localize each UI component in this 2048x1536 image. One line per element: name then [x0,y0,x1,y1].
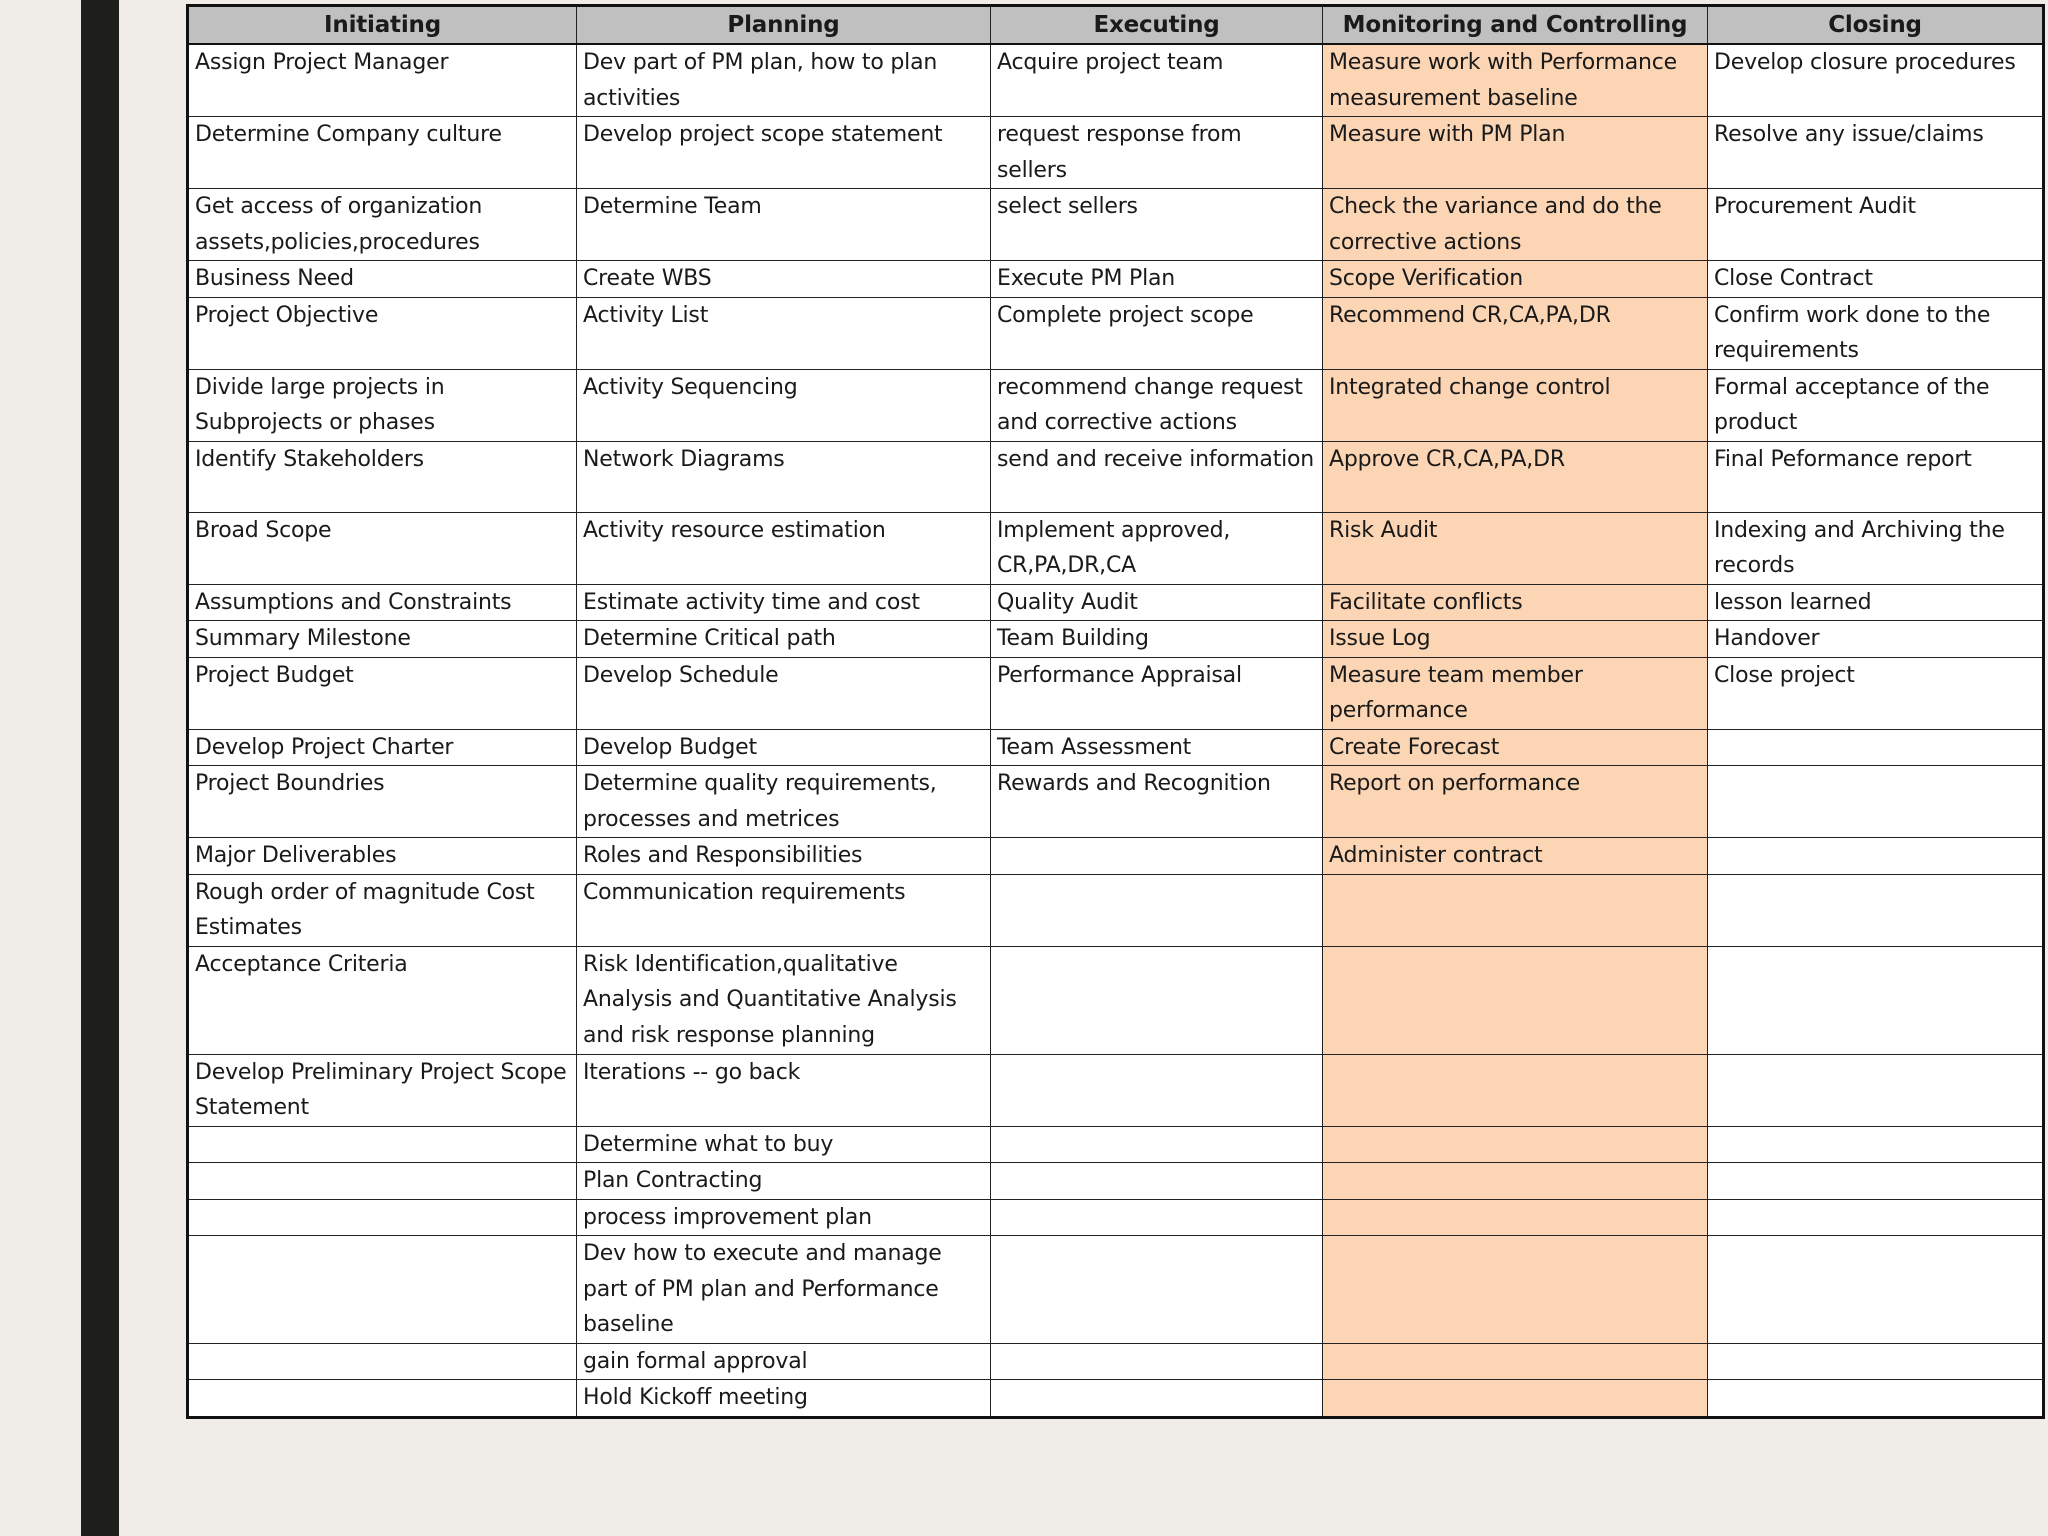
table-row [188,621,2044,658]
cell-planning: Plan Contracting [577,1163,991,1200]
cell-closing [1708,1236,2044,1344]
cell-planning: Communication requirements [577,874,991,946]
cell-initiating [188,1380,577,1418]
process-groups-table [186,4,2045,1419]
cell-executing: Acquire project team [991,44,1323,117]
cell-closing: Final Peformance report [1708,441,2044,512]
cell-closing [1708,1054,2044,1126]
cell-initiating [188,1163,577,1200]
cell-closing [1708,838,2044,875]
cell-executing [991,1126,1323,1163]
cell-planning: Activity resource estimation [577,512,991,584]
table-row [188,117,2044,189]
cell-executing [991,1199,1323,1236]
cell-monitoring-controlling [1323,946,1708,1054]
cell-closing: Confirm work done to the requirements [1708,297,2044,369]
cell-planning: Develop Budget [577,729,991,766]
cell-monitoring-controlling [1323,1199,1708,1236]
table-row [188,1163,2044,1200]
cell-initiating: Broad Scope [188,512,577,584]
cell-executing: Quality Audit [991,584,1323,621]
cell-closing [1708,1343,2044,1380]
cell-monitoring-controlling [1323,1163,1708,1200]
table-row [188,44,2044,117]
cell-executing [991,946,1323,1054]
cell-initiating: Rough order of magnitude Cost Estimates [188,874,577,946]
cell-monitoring-controlling [1323,1126,1708,1163]
cell-planning: Dev part of PM plan, how to plan activities [577,44,991,117]
cell-closing [1708,946,2044,1054]
header-monitoring-controlling: Monitoring and Controlling [1323,6,1708,45]
cell-monitoring-controlling: Check the variance and do the corrective actions [1323,189,1708,261]
cell-monitoring-controlling: Integrated change control [1323,369,1708,441]
cell-closing [1708,1126,2044,1163]
cell-monitoring-controlling: Administer contract [1323,838,1708,875]
cell-closing [1708,874,2044,946]
cell-initiating: Divide large projects in Subprojects or phases [188,369,577,441]
table-row [188,512,2044,584]
cell-planning: Determine what to buy [577,1126,991,1163]
cell-planning: Hold Kickoff meeting [577,1380,991,1418]
cell-monitoring-controlling: Risk Audit [1323,512,1708,584]
cell-planning: Determine Critical path [577,621,991,658]
header-initiating: Initiating [188,6,577,45]
cell-initiating: Assign Project Manager [188,44,577,117]
cell-initiating: Identify Stakeholders [188,441,577,512]
cell-monitoring-controlling: Report on performance [1323,766,1708,838]
table-row [188,1343,2044,1380]
cell-initiating: Business Need [188,261,577,298]
cell-executing: Team Assessment [991,729,1323,766]
cell-executing: request response from sellers [991,117,1323,189]
cell-initiating: Develop Project Charter [188,729,577,766]
table-row [188,1380,2044,1418]
table-row [188,657,2044,729]
cell-executing [991,1380,1323,1418]
table-row [188,261,2044,298]
table-row [188,297,2044,369]
cell-closing: Procurement Audit [1708,189,2044,261]
cell-planning: Network Diagrams [577,441,991,512]
cell-monitoring-controlling: Measure work with Performance measurement baseline [1323,44,1708,117]
cell-planning: Iterations -- go back [577,1054,991,1126]
cell-planning: Risk Identification,qualitative Analysis and Quantitative Analysis and risk response planning [577,946,991,1054]
cell-initiating: Project Boundries [188,766,577,838]
table-row [188,1054,2044,1126]
cell-monitoring-controlling: Recommend CR,CA,PA,DR [1323,297,1708,369]
cell-executing [991,874,1323,946]
table-row [188,1199,2044,1236]
cell-monitoring-controlling [1323,1236,1708,1344]
cell-executing: select sellers [991,189,1323,261]
cell-monitoring-controlling [1323,1380,1708,1418]
table-row [188,584,2044,621]
cell-executing [991,1343,1323,1380]
table-body [188,44,2044,1417]
cell-initiating [188,1343,577,1380]
header-executing: Executing [991,6,1323,45]
process-table-container [186,4,2042,1419]
table-row [188,1236,2044,1344]
cell-planning: Dev how to execute and manage part of PM plan and Performance baseline [577,1236,991,1344]
cell-executing: send and receive information [991,441,1323,512]
cell-closing: Formal acceptance of the product [1708,369,2044,441]
table-row [188,369,2044,441]
cell-executing [991,1236,1323,1344]
cell-monitoring-controlling: Issue Log [1323,621,1708,658]
cell-planning: Estimate activity time and cost [577,584,991,621]
table-row [188,729,2044,766]
cell-initiating: Major Deliverables [188,838,577,875]
cell-planning: Determine Team [577,189,991,261]
table-row [188,189,2044,261]
cell-closing [1708,1163,2044,1200]
cell-initiating: Develop Preliminary Project Scope Statement [188,1054,577,1126]
cell-executing: Implement approved, CR,PA,DR,CA [991,512,1323,584]
header-planning: Planning [577,6,991,45]
cell-monitoring-controlling [1323,874,1708,946]
cell-planning: Activity List [577,297,991,369]
cell-executing: Complete project scope [991,297,1323,369]
cell-closing [1708,729,2044,766]
table-row [188,1126,2044,1163]
cell-initiating: Assumptions and Constraints [188,584,577,621]
table-row [188,946,2044,1054]
cell-executing: Rewards and Recognition [991,766,1323,838]
table-row [188,874,2044,946]
cell-monitoring-controlling: Approve CR,CA,PA,DR [1323,441,1708,512]
left-accent-bar [81,0,119,1536]
cell-executing: Execute PM Plan [991,261,1323,298]
header-row [188,6,2044,45]
cell-planning: Activity Sequencing [577,369,991,441]
cell-monitoring-controlling: Measure with PM Plan [1323,117,1708,189]
cell-closing: Close project [1708,657,2044,729]
cell-closing [1708,1380,2044,1418]
cell-initiating: Project Objective [188,297,577,369]
cell-closing: Indexing and Archiving the records [1708,512,2044,584]
cell-closing [1708,1199,2044,1236]
cell-closing: lesson learned [1708,584,2044,621]
cell-executing: recommend change request and corrective actions [991,369,1323,441]
table-row [188,838,2044,875]
cell-executing [991,838,1323,875]
cell-closing [1708,766,2044,838]
table-row [188,766,2044,838]
cell-closing: Develop closure procedures [1708,44,2044,117]
cell-initiating [188,1126,577,1163]
cell-planning: process improvement plan [577,1199,991,1236]
cell-initiating: Determine Company culture [188,117,577,189]
cell-monitoring-controlling: Create Forecast [1323,729,1708,766]
cell-executing: Team Building [991,621,1323,658]
cell-closing: Resolve any issue/claims [1708,117,2044,189]
header-closing: Closing [1708,6,2044,45]
cell-planning: Determine quality requirements, processes and metrices [577,766,991,838]
cell-initiating [188,1199,577,1236]
cell-planning: Develop Schedule [577,657,991,729]
cell-initiating: Project Budget [188,657,577,729]
cell-planning: Develop project scope statement [577,117,991,189]
cell-closing: Close Contract [1708,261,2044,298]
cell-planning: Create WBS [577,261,991,298]
cell-initiating: Acceptance Criteria [188,946,577,1054]
cell-monitoring-controlling [1323,1343,1708,1380]
cell-monitoring-controlling: Scope Verification [1323,261,1708,298]
cell-planning: gain formal approval [577,1343,991,1380]
cell-monitoring-controlling: Facilitate conflicts [1323,584,1708,621]
cell-monitoring-controlling [1323,1054,1708,1126]
cell-closing: Handover [1708,621,2044,658]
cell-initiating [188,1236,577,1344]
cell-executing: Performance Appraisal [991,657,1323,729]
cell-initiating: Get access of organization assets,policies,procedures [188,189,577,261]
cell-executing [991,1054,1323,1126]
cell-executing [991,1163,1323,1200]
cell-monitoring-controlling: Measure team member performance [1323,657,1708,729]
cell-planning: Roles and Responsibilities [577,838,991,875]
cell-initiating: Summary Milestone [188,621,577,658]
table-row [188,441,2044,512]
